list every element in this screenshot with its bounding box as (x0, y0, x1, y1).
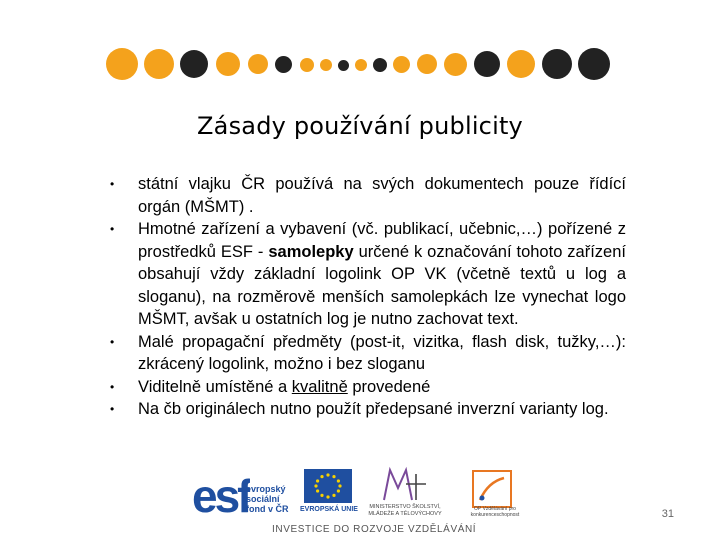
dot-dark-6 (542, 49, 572, 79)
dot-dark-1 (180, 50, 208, 78)
bullet-text-post: určené k označování tohoto zařízení obsahují vždy základní logolink OP VK (včetně textů u log a sloganu), na rozměrově menších samolepkách lze vynechat logo MŠMT, avšak u ostatních log je nutno zachovat text. (138, 242, 626, 328)
msmt-logo-icon (380, 466, 430, 502)
dot-orange-8 (393, 56, 410, 73)
dot-orange-6 (320, 59, 332, 71)
dot-dark-2 (275, 56, 292, 73)
dot-dark-7 (578, 48, 610, 80)
esf-caption: evropský sociální fond v ČR (246, 484, 289, 514)
dot-orange-9 (417, 54, 437, 74)
bullet-item-state-flag (106, 173, 626, 218)
bullet-item-bw-originals (106, 398, 626, 421)
bullet-dot-icon: • (110, 222, 115, 236)
dot-dark-3 (338, 60, 349, 71)
dot-orange-3 (216, 52, 240, 76)
bullet-text-underline: kvalitně (291, 377, 348, 396)
dot-dark-5 (474, 51, 500, 77)
bullet-dot-icon: • (110, 177, 115, 191)
bullet-list (106, 173, 626, 421)
opvk-logo-icon (472, 470, 512, 508)
eu-flag-icon (304, 469, 352, 503)
dot-orange-5 (300, 58, 314, 72)
bullet-item-equipment (106, 218, 626, 331)
bullet-text: státní vlajku ČR používá na svých dokumentech pouze řídící orgán (MŠMT) . (138, 175, 626, 216)
dot-orange-4 (248, 54, 268, 74)
esf-wordmark-icon (190, 468, 250, 518)
bullet-text-post: provedené (347, 377, 431, 396)
page-number: 31 (661, 508, 674, 520)
slogan-text: INVESTICE DO ROZVOJE VZDĚLÁVÁNÍ (272, 524, 477, 535)
slide-title: Zásady používání publicity (197, 112, 523, 140)
dot-orange-1 (106, 48, 138, 80)
opvk-caption: OP Vzdělávání pro konkurenceschopnost (470, 506, 520, 518)
dot-dark-4 (373, 58, 387, 72)
dot-orange-11 (507, 50, 535, 78)
bullet-text-pre: Viditelně umístěné a (138, 377, 292, 396)
dot-orange-10 (444, 53, 467, 76)
bullet-text: Na čb originálech nutno použít předepsané inverzní varianty log. (138, 400, 609, 418)
bullet-dot-icon: • (110, 402, 115, 416)
logolink-bar (190, 464, 530, 540)
dot-orange-2 (144, 49, 174, 79)
bullet-dot-icon: • (110, 379, 115, 394)
msmt-caption: MINISTERSTVO ŠKOLSTVÍ, MLÁDEŽE A TĚLOVÝCHOVY (368, 504, 442, 517)
decorative-dots-header (0, 44, 720, 84)
bullet-text-bold: samolepky (268, 242, 354, 261)
dot-orange-7 (355, 59, 367, 71)
bullet-text-pre: Hmotné zařízení a vybavení (vč. publikací, učebnic,…) pořízené z prostředků ESF - (138, 220, 626, 261)
bullet-dot-icon: • (110, 334, 115, 349)
bullet-text: Malé propagační předměty (post-it, vizitka, flash disk, tužky,…): zkrácený logolink, možno i bez sloganu (138, 332, 626, 373)
svg-text:esf: esf (192, 470, 250, 518)
eu-caption: EVROPSKÁ UNIE (300, 506, 358, 513)
bullet-item-promo-items (106, 331, 626, 376)
bullet-item-visibility (106, 376, 626, 399)
